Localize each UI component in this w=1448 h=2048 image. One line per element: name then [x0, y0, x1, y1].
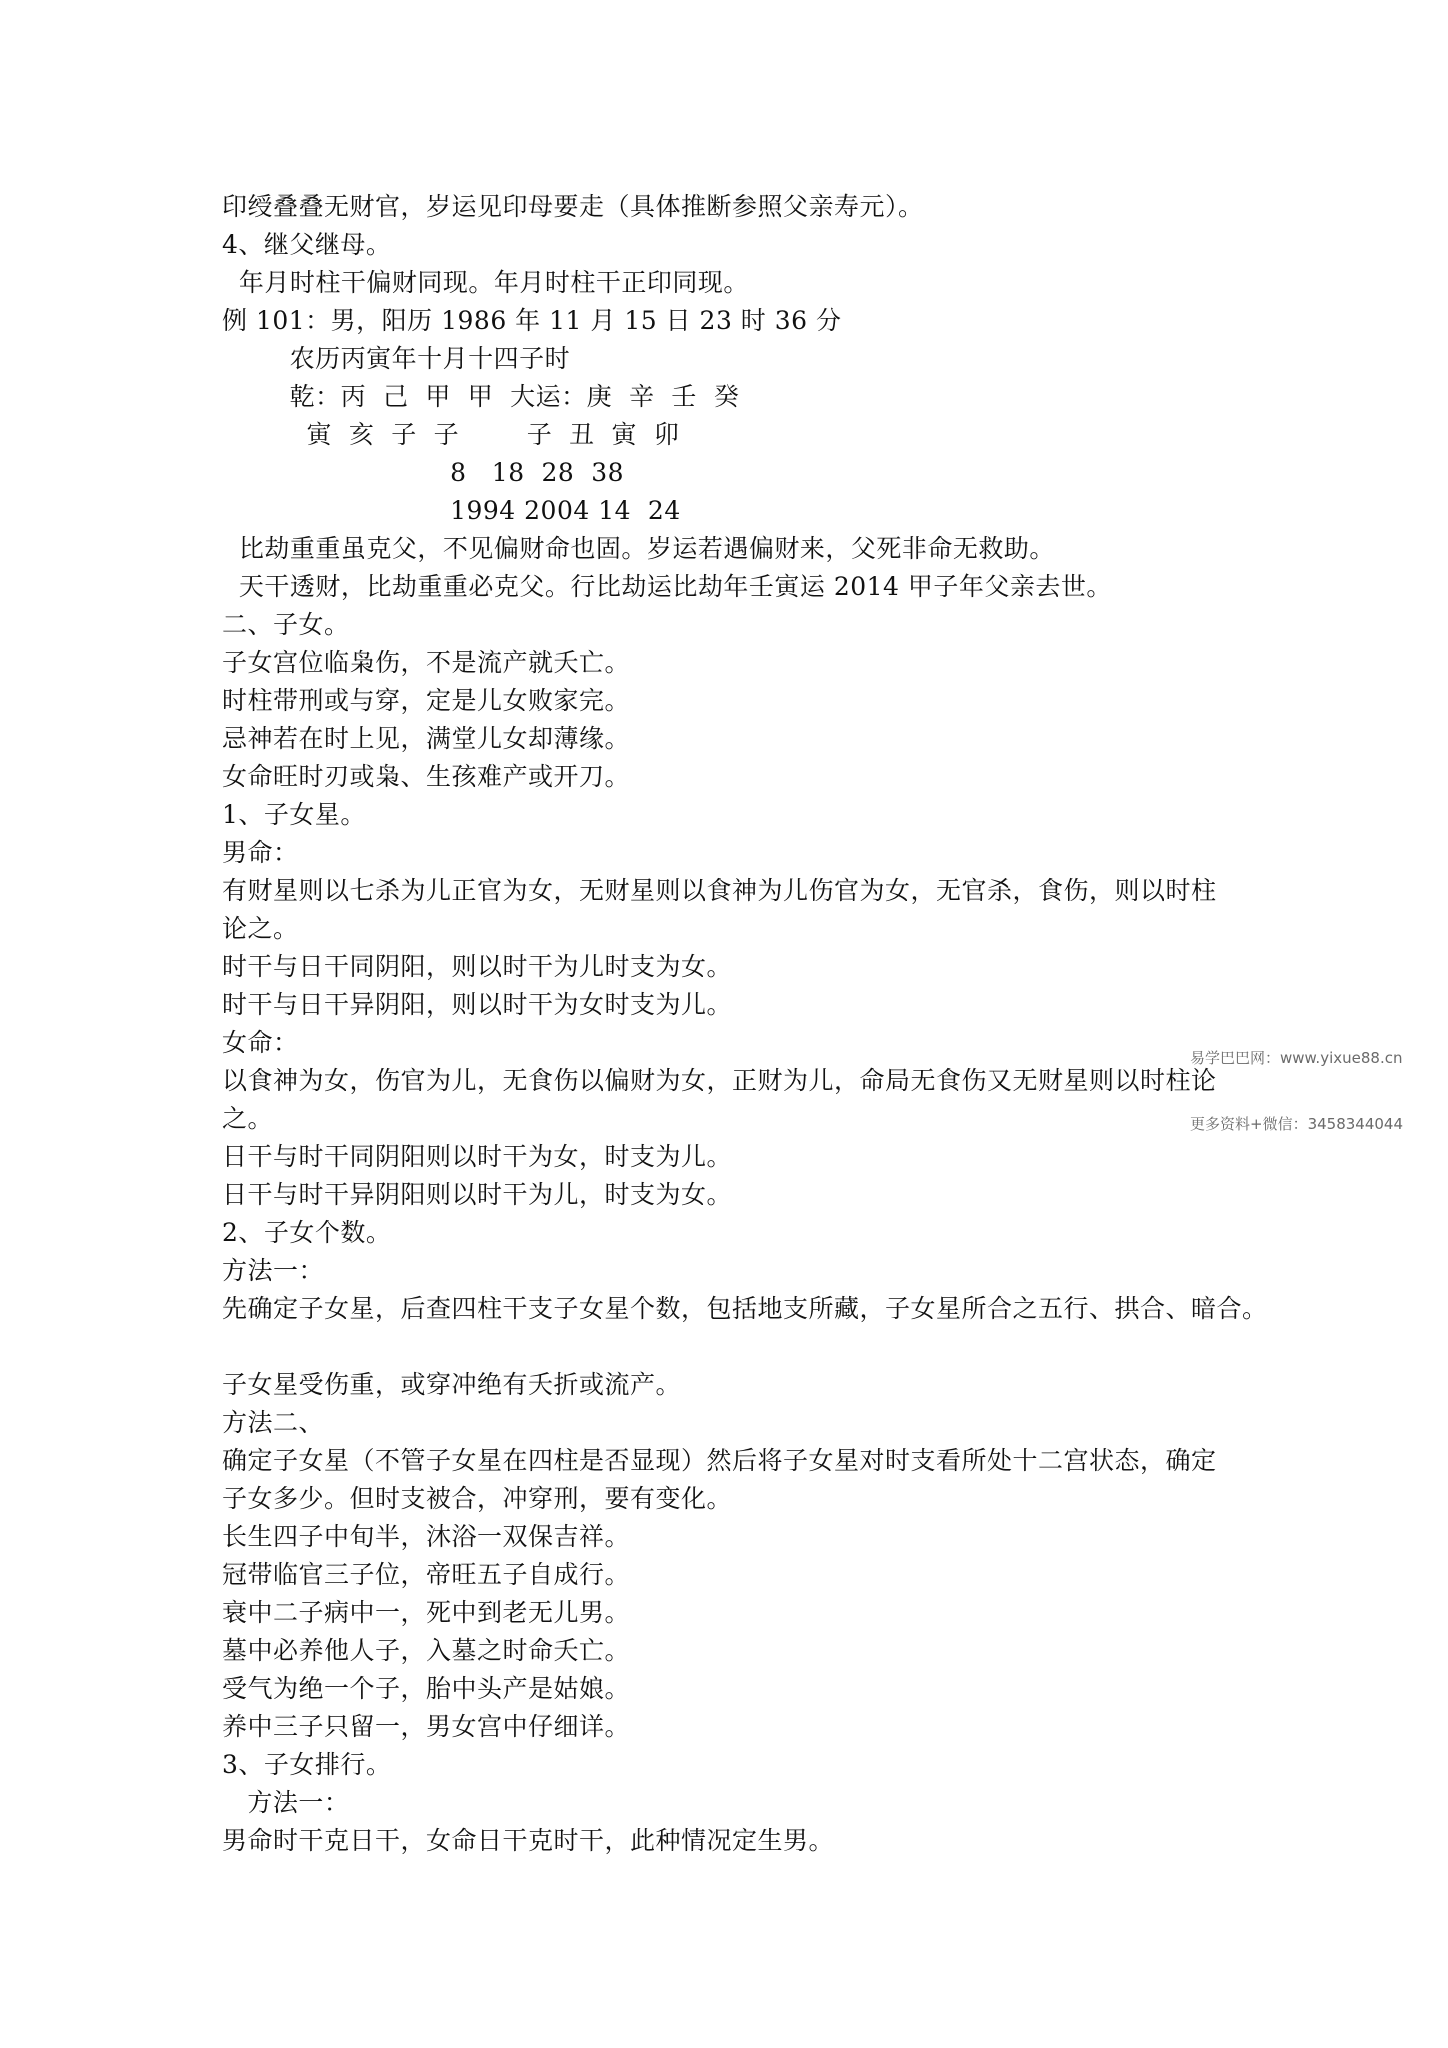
verse-line: 养中三子只留一，男女宫中仔细详。: [222, 1712, 631, 1741]
watermark-site: 易学巴巴网：www.yixue88.cn: [1190, 1049, 1403, 1067]
text-line: 时干与日干异阴阳，则以时干为女时支为儿。: [222, 990, 733, 1019]
text-line: 女命：: [222, 1028, 299, 1057]
chart-row-stems: 乾：丙 己 甲 甲 大运：庚 辛 壬 癸: [222, 382, 740, 411]
text-line: 之。: [222, 1104, 274, 1133]
text-line: 子女多少。但时支被合，冲穿刑，要有变化。: [222, 1484, 733, 1513]
text-line: 时柱带刑或与穿，定是儿女败家完。: [222, 686, 631, 715]
verse-line: 冠带临官三子位，帝旺五子自成行。: [222, 1560, 631, 1589]
text-line: 有财星则以七杀为儿正官为女，无财星则以食神为儿伤官为女，无官杀，食伤，则以时柱: [222, 876, 1217, 905]
section-heading: 3、子女排行。: [222, 1750, 392, 1779]
text-line: 子女星受伤重，或穿冲绝有夭折或流产。: [222, 1370, 682, 1399]
verse-line: 受气为绝一个子，胎中头产是姑娘。: [222, 1674, 631, 1703]
text-line: 印绶叠叠无财官，岁运见印母要走（具体推断参照父亲寿元）。: [222, 192, 924, 221]
verse-line: 衰中二子病中一，死中到老无儿男。: [222, 1598, 631, 1627]
text-line: 天干透财，比劫重重必克父。行比劫运比劫年壬寅运 2014 甲子年父亲去世。: [222, 572, 1112, 601]
watermark-contact: 更多资料+微信：3458344044: [1190, 1115, 1404, 1133]
verse-line: 长生四子中旬半，沐浴一双保吉祥。: [222, 1522, 631, 1551]
section-heading: 2、子女个数。: [222, 1218, 392, 1247]
text-line: 确定子女星（不管子女星在四柱是否显现）然后将子女星对时支看所处十二宫状态，确定: [222, 1446, 1217, 1475]
text-line: 忌神若在时上见，满堂儿女却薄缘。: [222, 724, 631, 753]
text-line: 方法一：: [222, 1788, 350, 1817]
example-heading: 例 101：男，阳历 1986 年 11 月 15 日 23 时 36 分: [222, 306, 842, 335]
text-line: 日干与时干同阴阳则以时干为女，时支为儿。: [222, 1142, 733, 1171]
text-line: 时干与日干同阴阳，则以时干为儿时支为女。: [222, 952, 733, 981]
text-line: 男命时干克日干，女命日干克时干，此种情况定生男。: [222, 1826, 835, 1855]
text-line: 以食神为女，伤官为儿，无食伤以偏财为女，正财为儿，命局无食伤又无财星则以时柱论: [222, 1066, 1217, 1095]
section-heading: 4、继父继母。: [222, 230, 392, 259]
text-line: 子女宫位临枭伤，不是流产就夭亡。: [222, 648, 631, 677]
chart-row-ages: 8 18 28 38: [222, 458, 625, 487]
chart-row-branches: 寅 亥 子 子 子 丑 寅 卯: [222, 420, 680, 449]
text-line: 论之。: [222, 914, 299, 943]
text-line: 男命：: [222, 838, 299, 867]
verse-line: 墓中必养他人子，入墓之时命夭亡。: [222, 1636, 631, 1665]
section-heading: 1、子女星。: [222, 800, 366, 829]
text-line: 比劫重重虽克父，不见偏财命也固。岁运若遇偏财来，父死非命无救助。: [222, 534, 1055, 563]
text-line: 日干与时干异阴阳则以时干为儿，时支为女。: [222, 1180, 733, 1209]
watermark: [1190, 1003, 1403, 1179]
chart-row-years: 1994 2004 14 24: [222, 496, 681, 525]
text-line: 年月时柱干偏财同现。年月时柱干正印同现。: [222, 268, 749, 297]
text-line: 农历丙寅年十月十四子时: [222, 344, 571, 373]
text-line: 方法二、: [222, 1408, 325, 1437]
text-line: 方法一：: [222, 1256, 325, 1285]
section-heading: 二、子女。: [222, 610, 350, 639]
text-line: 先确定子女星，后查四柱干支子女星个数，包括地支所藏，子女星所合之五行、拱合、暗合。: [222, 1294, 1268, 1323]
text-line: 女命旺时刃或枭、生孩难产或开刀。: [222, 762, 631, 791]
